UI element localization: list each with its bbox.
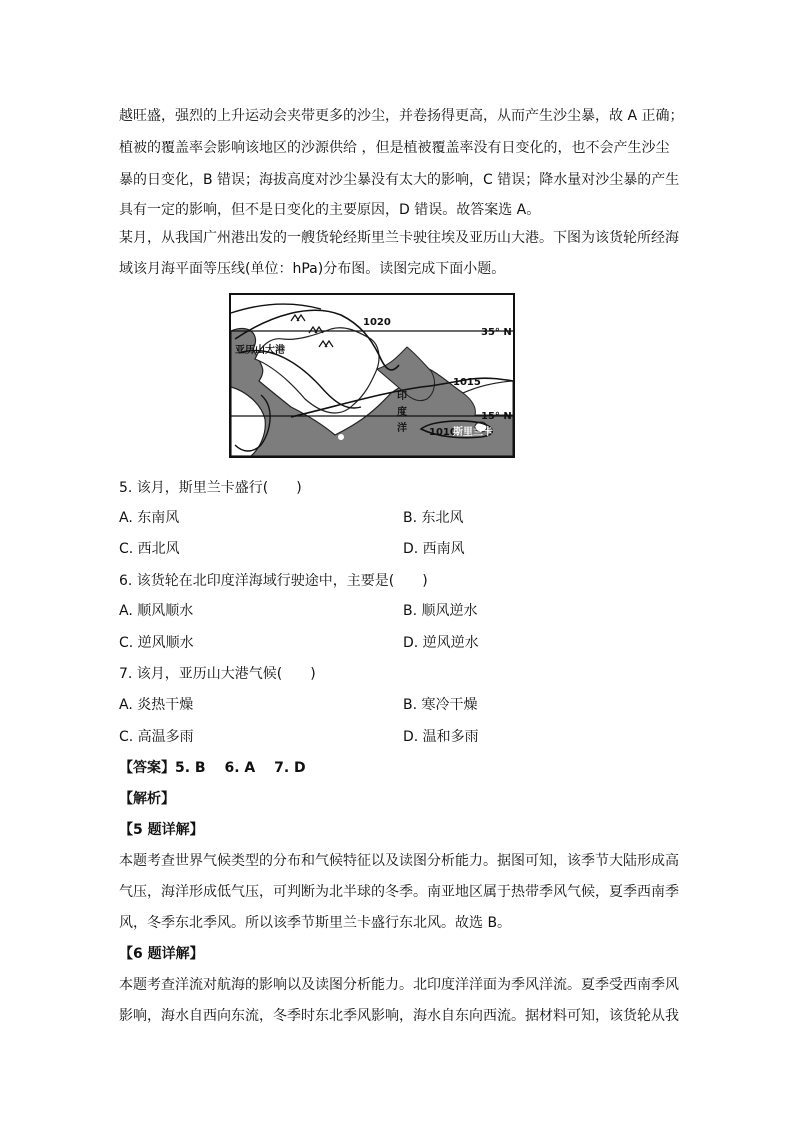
question-7-option-c[interactable]: C. 高温多雨: [119, 729, 194, 745]
q6-explanation-heading: 【6 题详解】: [119, 946, 204, 962]
paragraph-line: 具有一定的影响，但不是日变化的主要原因，D 错误。故答案选 A。: [119, 202, 541, 218]
question-5-option-b[interactable]: B. 东北风: [403, 510, 464, 526]
q6-explanation-line: 影响，海水自西向东流，冬季时东北季风影响，海水自东向西流。据材料可知，该货轮从我: [119, 1008, 679, 1024]
question-7-option-a[interactable]: A. 炎热干燥: [119, 697, 194, 713]
paragraph-line: 越旺盛，强烈的上升运动会夹带更多的沙尘，并卷扬得更高，从而产生沙尘暴，故 A 正确；: [119, 108, 684, 124]
paragraph-line: 植被的覆盖率会影响该地区的沙源供给 ，但是植被覆盖率没有日变化的，也不会产生沙尘: [119, 140, 670, 156]
ocean-dot: [338, 434, 344, 440]
isobar-map: [229, 293, 515, 458]
q6-explanation-line: 本题考查洋流对航海的影响以及读图分析能力。北印度洋洋面为季风洋流。夏季受西南季风: [119, 977, 679, 993]
question-5-option-c[interactable]: C. 西北风: [119, 541, 180, 557]
question-6-option-b[interactable]: B. 顺风逆水: [403, 603, 478, 619]
q5-explanation-line: 气压，海洋形成低气压，可判断为北半球的冬季。南亚地区属于热带季风气候，夏季西南季: [119, 884, 679, 900]
place-alexandria-label: 亚历山大港: [235, 345, 285, 356]
q5-explanation-line: 本题考查世界气候类型的分布和气候特征以及读图分析能力。据图可知，该季节大陆形成高: [119, 853, 679, 869]
question-7-option-b[interactable]: B. 寒冷干燥: [403, 697, 478, 713]
q5-explanation-line: 风，冬季东北季风。所以该季节斯里兰卡盛行东北风。故选 B。: [119, 915, 512, 931]
question-7-stem: 7. 该月，亚历山大港气候( ): [119, 666, 316, 682]
question-6-option-a[interactable]: A. 顺风顺水: [119, 603, 194, 619]
latitude-35n-label: 35° N: [481, 327, 512, 338]
question-6-stem: 6. 该货轮在北印度洋海域行驶途中，主要是( ): [119, 573, 428, 589]
isobar-1010-label: 1010: [429, 427, 457, 438]
isobar-1020-label: 1020: [363, 317, 391, 328]
ocean-label-char: 印: [397, 391, 407, 402]
question-6-option-d[interactable]: D. 逆风逆水: [403, 635, 479, 651]
latitude-15n-label: 15° N: [481, 411, 512, 422]
place-srilanka-label: 斯里兰卡: [453, 427, 493, 438]
paragraph-line: 某月，从我国广州港出发的一艘货轮经斯里兰卡驶往埃及亚历山大港。下图为该货轮所经海: [119, 230, 679, 246]
isobar-line: [231, 304, 321, 313]
answer-line: 【答案】5. B 6. A 7. D: [119, 760, 306, 776]
question-5-option-d[interactable]: D. 西南风: [403, 541, 465, 557]
ocean-label-char: 度: [397, 407, 407, 418]
paragraph-line: 域该月海平面等压线(单位：hPa)分布图。读图完成下面小题。: [119, 261, 506, 277]
question-7-option-d[interactable]: D. 温和多雨: [403, 729, 479, 745]
question-5-stem: 5. 该月，斯里兰卡盛行( ): [119, 480, 302, 496]
isobar-1015-label: 1015: [453, 377, 481, 388]
question-5-option-a[interactable]: A. 东南风: [119, 510, 180, 526]
ocean-label-char: 洋: [397, 423, 407, 434]
isobar-map-svg: [231, 295, 513, 456]
analysis-heading: 【解析】: [119, 791, 175, 807]
paragraph-line: 暴的日变化，B 错误；海拔高度对沙尘暴没有太大的影响，C 错误；降水量对沙尘暴的产生: [119, 172, 680, 188]
q5-explanation-heading: 【5 题详解】: [119, 822, 204, 838]
question-6-option-c[interactable]: C. 逆风顺水: [119, 635, 194, 651]
